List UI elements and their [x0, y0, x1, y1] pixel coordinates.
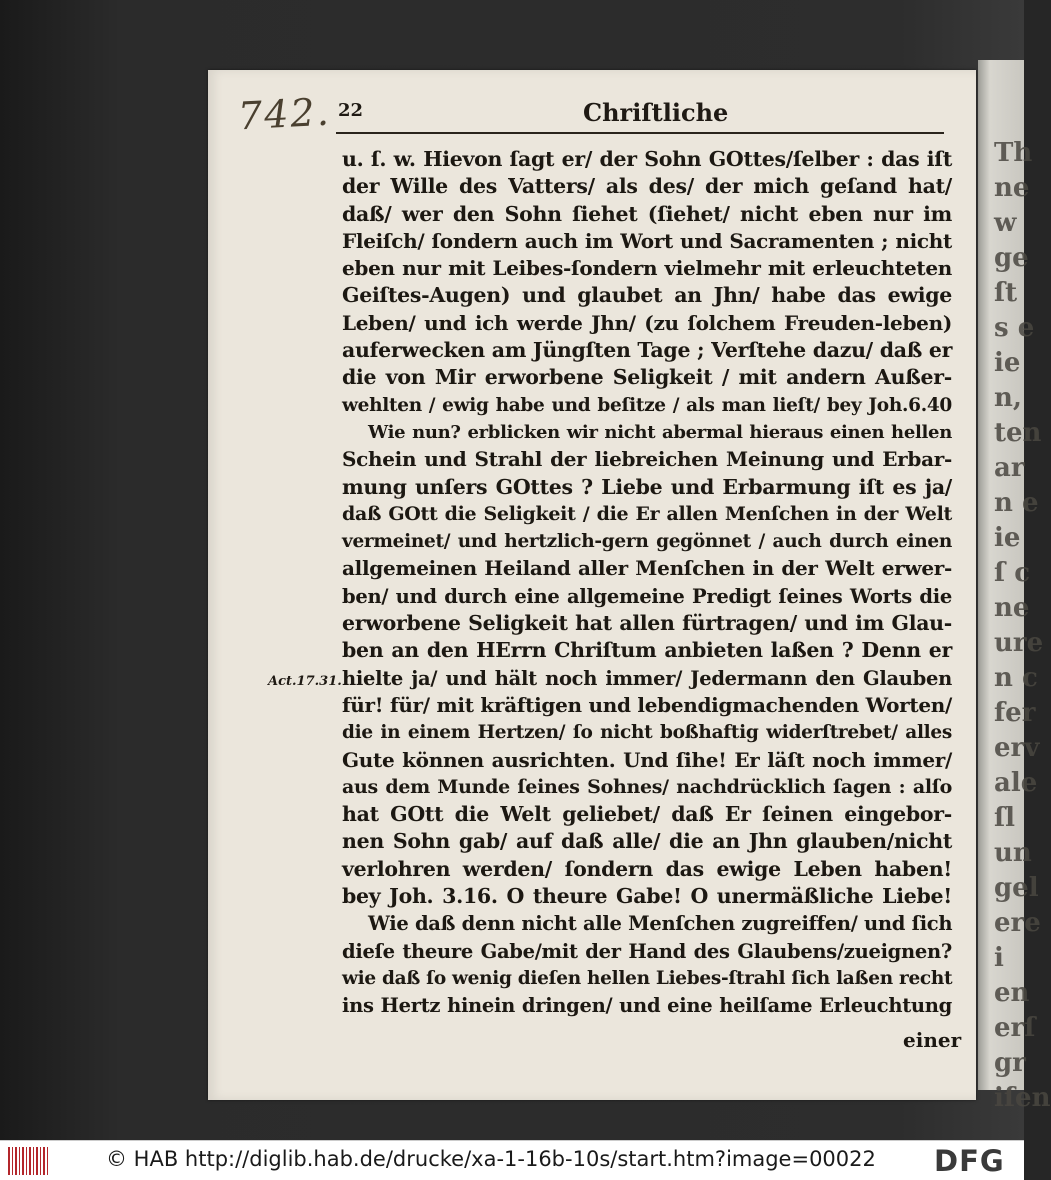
text-line: nen Sohn gab/ auf daß alle/ die an Jhn glauben/nicht — [342, 829, 952, 854]
text-line: eben nur mit Leibes-ſondern vielmehr mit erleuchteten — [342, 256, 952, 281]
adjacent-page-fragment: ne — [994, 593, 1030, 623]
text-line: mung unſers GOttes ? Liebe und Erbarmung iſt es ja/ — [342, 474, 952, 499]
adjacent-page-fragment: n c — [994, 663, 1038, 693]
barcode-icon — [8, 1147, 48, 1175]
dfg-logo: DFG — [934, 1144, 1005, 1178]
running-head: Chriſtliche — [583, 98, 729, 127]
text-line: dieſe theure Gabe/mit der Hand des Glaubens/zueignen? — [342, 939, 952, 963]
text-line: Wie nun? erblicken wir nicht abermal hieraus einen hellen — [368, 421, 952, 443]
text-line: wie daß ſo wenig dieſen hellen Liebes-ſtrahl ſich laßen recht — [342, 967, 953, 989]
adjacent-page-fragment: ar — [994, 453, 1025, 483]
adjacent-page-fragment: Th — [994, 138, 1033, 168]
text-line: Geiſtes-Augen) und glaubet an Jhn/ habe das ewige — [342, 283, 952, 308]
header-rule — [336, 132, 944, 134]
text-line: ben/ und durch eine allgemeine Predigt ſeines Worts die — [342, 584, 952, 608]
text-line: hat GOtt die Welt geliebet/ daß Er ſeinen eingebor- — [342, 802, 952, 827]
adjacent-page-fragment: ten — [994, 418, 1042, 448]
book-page — [208, 70, 976, 1100]
text-line: erworbene Seligkeit hat allen fürtragen/ und im Glau- — [342, 611, 952, 636]
text-line: bey Joh. 3.16. O theure Gabe! O unermäßliche Liebe! — [342, 884, 952, 909]
text-line: u. ſ. w. Hievon ſagt er/ der Sohn GOttes/ſelber : das iſt — [342, 147, 952, 171]
text-line: wehlten / ewig habe und beſitze / als man lieſt/ bey Joh.6.40 — [342, 394, 952, 416]
text-line: für! für/ mit kräftigen und lebendigmachenden Worten/ — [342, 692, 952, 717]
text-line: Gute können ausrichten. Und ſihe! Er läſt noch immer/ — [342, 747, 952, 772]
adjacent-page-fragment: fer — [994, 698, 1036, 728]
adjacent-page-fragment: erv — [994, 733, 1040, 763]
adjacent-page-fragment: en — [994, 978, 1030, 1008]
text-line: aus dem Munde ſeines Sohnes/ nachdrücklich ſagen : alſo — [342, 775, 952, 798]
adjacent-page-fragment: ure — [994, 628, 1044, 658]
text-line: Leben/ und ich werde Jhn/ (zu ſolchem Freuden-leben) — [342, 310, 952, 335]
text-line: ben an den HErrn Chriſtum anbieten laßen ? Denn er — [342, 638, 952, 663]
adjacent-page-fragment: un — [994, 838, 1032, 868]
adjacent-page-fragment: ie — [994, 523, 1021, 553]
text-line: der Wille des Vatters/ als des/ der mich geſand hat/ — [342, 174, 952, 199]
text-line: verlohren werden/ ſondern das ewige Leben haben! — [342, 856, 952, 881]
adjacent-page-fragment: iſen — [994, 1083, 1051, 1113]
adjacent-page-fragment: n, — [994, 383, 1022, 413]
body-text — [342, 146, 952, 1020]
text-line: Fleiſch/ ſondern auch im Wort und Sacramenten ; nicht — [342, 228, 952, 253]
adjacent-page-fragment: ſl — [994, 803, 1016, 833]
adjacent-page-fragment: gel — [994, 873, 1039, 903]
adjacent-page-fragment: n e — [994, 488, 1039, 518]
adjacent-page-fragment: gr — [994, 1048, 1026, 1078]
viewer-footer — [0, 1140, 1024, 1180]
adjacent-page-fragment: ſt — [994, 278, 1018, 308]
text-line: vermeinet/ und hertzlich-gern gegönnet / auch durch einen — [342, 531, 952, 553]
handwritten-folio-number: 742. — [236, 89, 332, 139]
text-line: hielte ja/ und hält noch immer/ Jedermann den Glauben — [342, 666, 952, 690]
adjacent-page-fragment: s e — [994, 313, 1035, 343]
adjacent-page-edge — [978, 60, 1051, 1113]
text-line: Wie daß denn nicht alle Menſchen zugreiffen/ und ſich — [368, 912, 953, 936]
adjacent-page-fragment: ere — [994, 908, 1041, 938]
adjacent-page-fragment: ale — [994, 768, 1038, 798]
page-number: 22 — [338, 100, 364, 121]
margin-note: Act.17.31. — [268, 674, 342, 689]
catchword: einer — [903, 1028, 962, 1052]
text-line: die von Mir erworbene Seligkeit / mit andern Außer- — [342, 365, 952, 390]
adjacent-page-fragment: ge — [994, 243, 1029, 273]
text-line: die in einem Hertzen/ ſo nicht boßhaftig widerſtrebet/ alles — [342, 722, 952, 744]
adjacent-page-fragment: i — [994, 943, 1004, 973]
adjacent-page-fragment: ne — [994, 173, 1030, 203]
text-line: Schein und Strahl der liebreichen Meinung und Erbar- — [342, 447, 952, 472]
text-line: allgemeinen Heiland aller Menſchen in der Welt erwer- — [342, 556, 952, 581]
text-line: daß GOtt die Seligkeit / die Er allen Menſchen in der Welt — [342, 502, 952, 525]
adjacent-page-fragment: ie — [994, 348, 1021, 378]
text-line: daß/ wer den Sohn ſiehet (ſiehet/ nicht eben nur im — [342, 201, 952, 226]
text-line: auferwecken am Jüngſten Tage ; Verſtehe dazu/ daß er — [342, 338, 953, 363]
adjacent-page-fragment: erſ — [994, 1013, 1036, 1043]
adjacent-page-fragment: w — [994, 208, 1017, 238]
copyright-link[interactable]: © HAB http://diglib.hab.de/drucke/xa-1-16b-10s/start.htm?image=00022 — [106, 1147, 876, 1171]
adjacent-page-fragment: ſ c — [994, 558, 1031, 588]
text-line: ins Hertz hinein dringen/ und eine heilſame Erleuchtung — [342, 994, 952, 1018]
